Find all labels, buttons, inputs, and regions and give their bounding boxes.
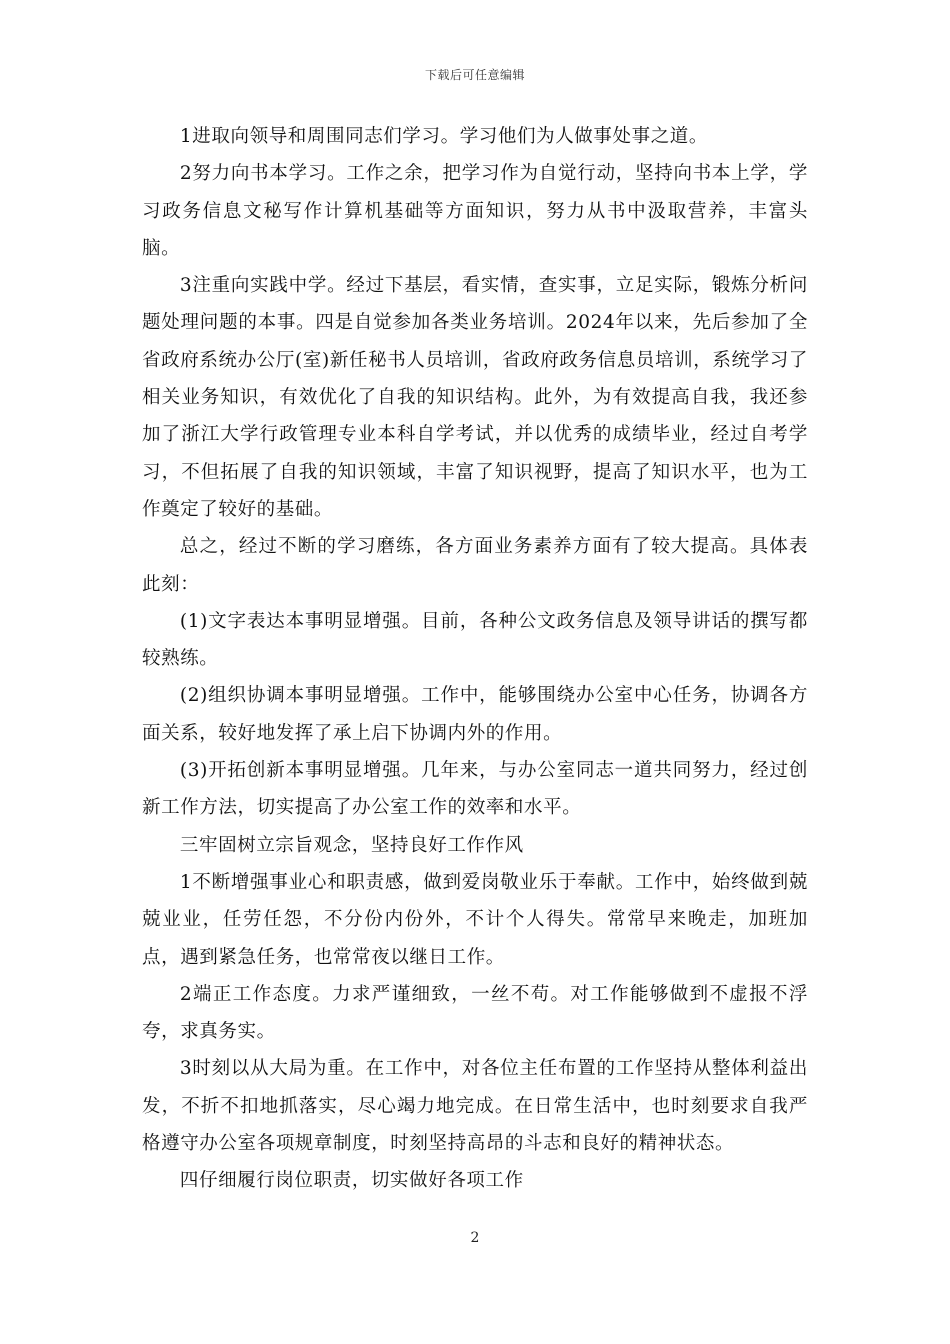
section-heading: 四仔细履行岗位职责，切实做好各项工作 — [179, 1170, 524, 1192]
paragraph: 总之，经过不断的学习磨练，各方面业务素养方面有了较大提高。具体表此刻： — [142, 536, 808, 595]
paragraph: (2)组织协调本事明显增强。工作中，能够围绕办公室中心任务，协调各方面关系，较好地发挥了承上启下协调内外的作用。 — [142, 685, 808, 744]
paragraph: 3注重向实践中学。经过下基层，看实情，查实事，立足实际，锻炼分析问题处理问题的本事。四是自觉参加各类业务培训。2024年以来，先后参加了全省政府系统办公厅(室)新任秘书人员培训，省政府政务信息员培训，系统学习了相关业务知识，有效优化了自我的知识结构。此外，为有效提高自我，我还参加了浙江大学行政管理专业本科自学考试，并以优秀的成绩毕业，经过自考学习，不但拓展了自我的知识领域，丰富了知识视野，提高了知识水平，也为工作奠定了较好的基础。 — [142, 275, 808, 520]
document-body — [142, 118, 808, 1200]
paragraph: 1进取向领导和周围同志们学习。学习他们为人做事处事之道。 — [179, 126, 708, 147]
page-header: 下载后可任意编辑 — [424, 68, 525, 82]
paragraph: 2努力向书本学习。工作之余，把学习作为自觉行动，坚持向书本上学，学习政务信息文秘写作计算机基础等方面知识，努力从书中汲取营养，丰富头脑。 — [142, 163, 808, 259]
section-heading: 三牢固树立宗旨观念，坚持良好工作作风 — [179, 834, 524, 856]
paragraph: (1)文字表达本事明显增强。目前，各种公文政务信息及领导讲话的撰写都较熟练。 — [142, 610, 808, 670]
paragraph: 3时刻以从大局为重。在工作中，对各位主任布置的工作坚持从整体利益出发，不折不扣地抓落实，尽心竭力地完成。在日常生活中，也时刻要求自我严格遵守办公室各项规章制度，时刻坚持高昂的斗志和良好的精神状态。 — [142, 1058, 808, 1155]
paragraph: 2端正工作态度。力求严谨细致，一丝不苟。对工作能够做到不虚报不浮夸，求真务实。 — [142, 983, 808, 1043]
paragraph: (3)开拓创新本事明显增强。几年来，与办公室同志一道共同努力，经过创新工作方法，切实提高了办公室工作的效率和水平。 — [142, 760, 808, 819]
page-number: 2 — [470, 1230, 480, 1246]
paragraph: 1不断增强事业心和职责感，做到爱岗敬业乐于奉献。工作中，始终做到兢兢业业，任劳任怨，不分份内份外，不计个人得失。常常早来晚走，加班加点，遇到紧急任务，也常常夜以继日工作。 — [142, 871, 808, 968]
